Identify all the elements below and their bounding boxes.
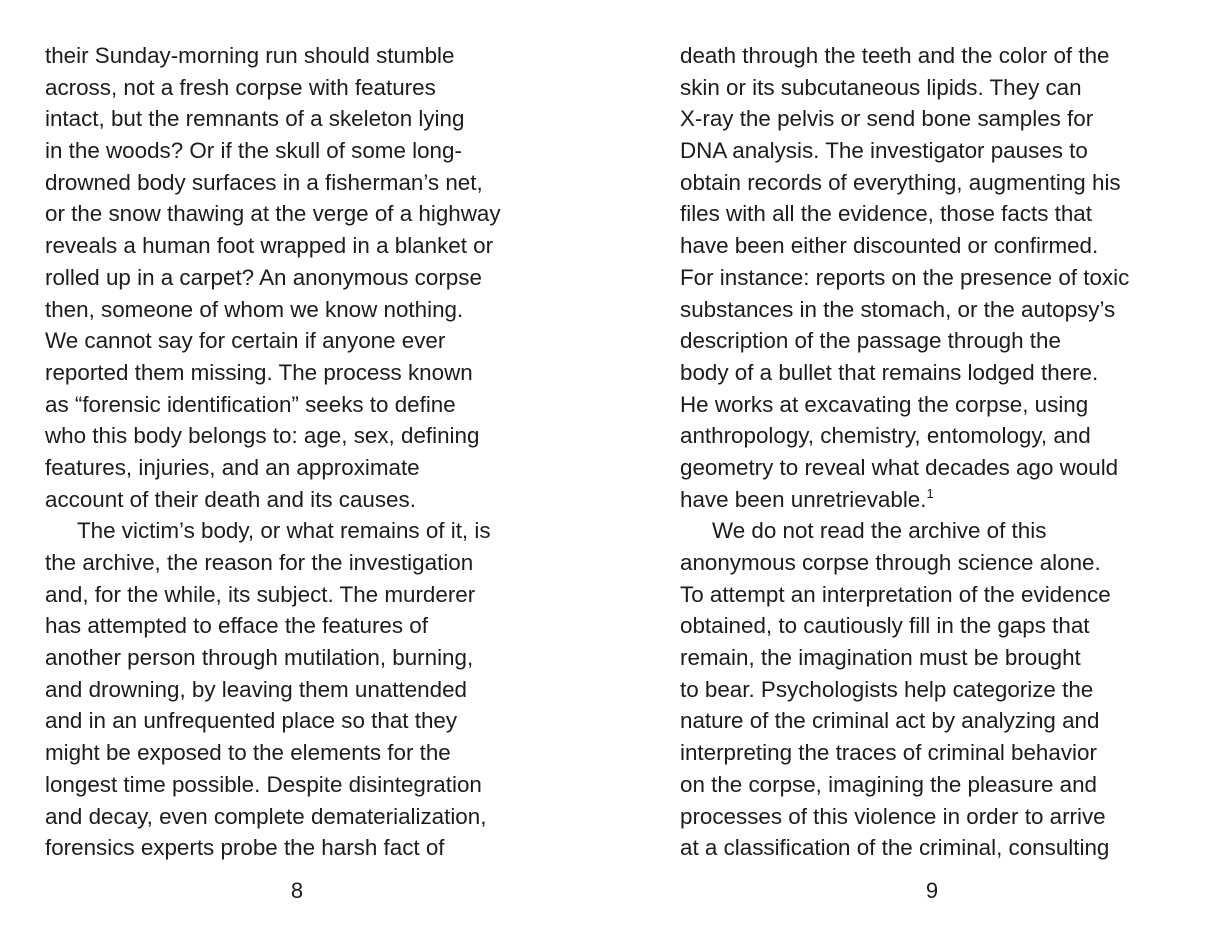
text-line: geometry to reveal what decades ago would (680, 454, 1119, 480)
text-line: interpreting the traces of criminal behavior (680, 740, 1097, 766)
text-line: nature of the criminal act by analyzing and (680, 708, 1100, 734)
text-line: anthropology, chemistry, entomology, and (680, 423, 1091, 449)
text-line: He works at excavating the corpse, using (680, 391, 1089, 417)
page-number: 8 (290, 878, 304, 903)
text-line: longest time possible. Despite disintegration (45, 771, 482, 797)
page-number: 9 (925, 878, 939, 903)
right-page-body-text (680, 40, 1129, 864)
text-line: across, not a fresh corpse with features (45, 74, 436, 100)
text-line: obtained, to cautiously fill in the gaps that (680, 613, 1090, 639)
text-line: at a classification of the criminal, consulting (680, 835, 1110, 861)
text-line: and, for the while, its subject. The murderer (45, 581, 476, 607)
text-line: their Sunday-morning run should stumble (45, 43, 455, 68)
text-line: reported them missing. The process known (45, 359, 473, 385)
text-line: forensics experts probe the harsh fact of (45, 835, 445, 861)
text-line: drowned body surfaces in a fisherman’s net, (45, 169, 483, 195)
paragraph-first-line: The victim’s body, or what remains of it, is (77, 518, 491, 544)
text-line: body of a bullet that remains lodged there. (680, 359, 1099, 385)
text-line: reveals a human foot wrapped in a blanket or (45, 233, 494, 259)
text-line: on the corpse, imagining the pleasure and (680, 771, 1097, 797)
text-line: skin or its subcutaneous lipids. They can (680, 74, 1082, 100)
text-line: or the snow thawing at the verge of a highway (45, 201, 501, 227)
text-line: processes of this violence in order to arrive (680, 803, 1106, 829)
text-line: death through the teeth and the color of the (680, 43, 1110, 68)
text-line: has attempted to efface the features of (45, 613, 428, 639)
text-line: might be exposed to the elements for the (45, 740, 451, 766)
text-line: another person through mutilation, burning, (45, 645, 474, 671)
text-line: as “forensic identification” seeks to define (45, 391, 456, 417)
text-line: rolled up in a carpet? An anonymous corpse (45, 264, 482, 290)
text-line: who this body belongs to: age, sex, defining (45, 423, 480, 449)
text-line: have been unretrievable. (680, 486, 927, 512)
text-line: the archive, the reason for the investigation (45, 550, 474, 575)
text-line: X-ray the pelvis or send bone samples for (680, 106, 1094, 132)
text-line: have been either discounted or confirmed. (680, 233, 1099, 259)
text-line: intact, but the remnants of a skeleton lying (45, 106, 465, 132)
text-line: remain, the imagination must be brought (680, 645, 1081, 671)
text-line: and decay, even complete dematerialization, (45, 803, 487, 829)
footnote-reference[interactable]: 1 (926, 485, 934, 501)
text-line: and drowning, by leaving them unattended (45, 676, 467, 702)
text-line: For instance: reports on the presence of toxic (680, 264, 1130, 290)
paragraph-first-line: We do not read the archive of this (712, 518, 1047, 544)
text-line: and in an unfrequented place so that they (45, 708, 458, 734)
text-line-with-footnote (680, 484, 1129, 516)
text-line: features, injuries, and an approximate (45, 454, 420, 480)
text-line: substances in the stomach, or the autopsy’s (680, 296, 1116, 322)
text-line: We cannot say for certain if anyone ever (45, 328, 446, 354)
text-line: anonymous corpse through science alone. (680, 550, 1101, 575)
right-page (616, 0, 1232, 949)
text-line: obtain records of everything, augmenting his (680, 169, 1121, 195)
text-line: to bear. Psychologists help categorize the (680, 676, 1094, 702)
text-line: DNA analysis. The investigator pauses to (680, 138, 1088, 164)
text-line: account of their death and its causes. (45, 486, 416, 512)
left-page-body-text (45, 40, 501, 864)
text-line: description of the passage through the (680, 328, 1061, 354)
text-line: To attempt an interpretation of the evidence (680, 581, 1111, 607)
text-line: then, someone of whom we know nothing. (45, 296, 464, 322)
text-line: files with all the evidence, those facts that (680, 201, 1092, 227)
text-line: in the woods? Or if the skull of some long- (45, 138, 462, 164)
